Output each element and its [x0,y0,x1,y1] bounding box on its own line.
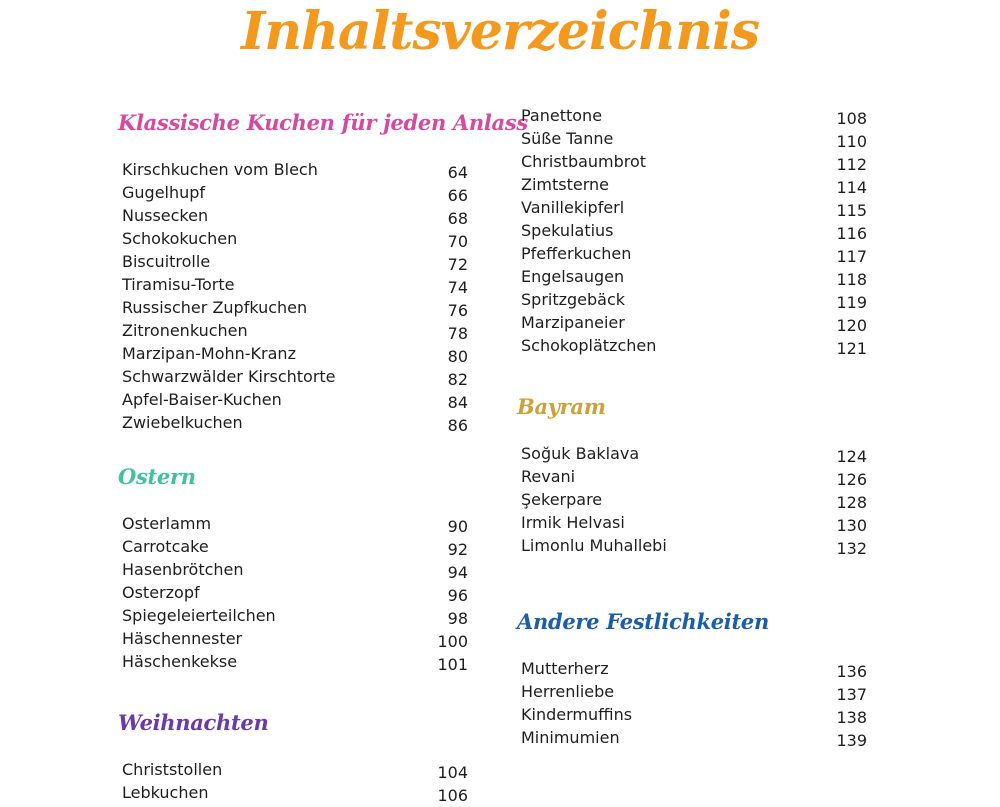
toc-entry-page-number: 112 [836,155,867,174]
toc-entry-marzipaneier [517,311,867,334]
toc-entry-vanillekipferl [517,196,867,219]
toc-entry-name: Panettone [521,106,603,125]
toc-entry-page-number: 84 [447,393,468,412]
toc-entry-name: Irmik Helvasi [521,513,625,532]
toc-entry-lebkuchen [118,781,468,804]
toc-entry-schwarzwalder-kirschtorte [118,365,468,388]
toc-entry-kindermuffins [517,703,867,726]
toc-entry-page-number: 118 [836,270,867,289]
toc-entry-name: Häschenkekse [122,652,238,671]
toc-entry-page-number: 82 [447,370,468,389]
toc-entry-name: Biscuitrolle [122,252,211,271]
toc-section-ostern [118,462,468,673]
toc-entry-page-number: 115 [836,201,867,220]
toc-entry-biscuitrolle [118,250,468,273]
toc-entry-name: Zwiebelkuchen [122,413,243,432]
toc-entry-name: Mutterherz [521,659,609,678]
toc-entry-page-number: 110 [836,132,867,151]
toc-entry-page-number: 92 [447,540,468,559]
toc-entry-name: Spritzgebäck [521,290,626,309]
toc-entry-schokokuchen [118,227,468,250]
toc-entry-name: Marzipaneier [521,313,625,332]
toc-entry-marzipan-mohn-kranz [118,342,468,365]
toc-entry-kirschkuchen-vom-blech [118,158,468,181]
section-heading: Weihnachten [118,710,269,735]
toc-entry-name: Hasenbrötchen [122,560,244,579]
toc-entry-name: Revani [521,467,576,486]
toc-entry-name: Christstollen [122,760,223,779]
section-heading: Klassische Kuchen für jeden Anlass [118,110,528,135]
toc-entry-page-number: 80 [447,347,468,366]
toc-entry-page-number: 136 [836,662,867,681]
toc-entry-name: Kirschkuchen vom Blech [122,160,318,179]
toc-entry-pfefferkuchen [517,242,867,265]
toc-entry-page-number: 108 [836,109,867,128]
toc-section-weihnachten [118,708,468,804]
page-title: Inhaltsverzeichnis [240,1,760,62]
toc-entry-page-number: 114 [836,178,867,197]
toc-entry-panettone [517,104,867,127]
toc-entry-irmik-helvasi [517,511,867,534]
toc-entry-page-number: 94 [447,563,468,582]
toc-entry-name: Apfel-Baiser-Kuchen [122,390,282,409]
section-heading: Ostern [118,464,196,489]
toc-entry-name: Marzipan-Mohn-Kranz [122,344,296,363]
toc-entry-page-number: 116 [836,224,867,243]
toc-entry-name: Minimumien [521,728,620,747]
toc-entry-page-number: 68 [447,209,468,228]
toc-entry-sekerpare [517,488,867,511]
toc-entry-name: Osterlamm [122,514,212,533]
toc-entry-page-number: 70 [447,232,468,251]
toc-entry-su-e-tanne [517,127,867,150]
toc-entry-name: Schwarzwälder Kirschtorte [122,367,336,386]
toc-entry-minimumien [517,726,867,749]
toc-entry-page-number: 100 [437,632,468,651]
toc-entry-page-number: 64 [447,163,468,182]
toc-entry-page-number: 106 [437,786,468,805]
toc-entry-haschenkekse [118,650,468,673]
toc-entry-apfel-baiser-kuchen [118,388,468,411]
toc-entry-name: Russischer Zupfkuchen [122,298,308,317]
toc-entry-name: Engelsaugen [521,267,625,286]
toc-entry-page-number: 96 [447,586,468,605]
toc-entry-zwiebelkuchen [118,411,468,434]
toc-entry-spritzgeback [517,288,867,311]
toc-entry-name: Christbaumbrot [521,152,647,171]
toc-entry-name: Soğuk Baklava [521,444,640,463]
toc-entry-page-number: 76 [447,301,468,320]
toc-entry-page-number: 130 [836,516,867,535]
toc-entry-schokoplatzchen [517,334,867,357]
toc-entry-spekulatius [517,219,867,242]
toc-entry-name: Pfefferkuchen [521,244,632,263]
toc-entry-page-number: 66 [447,186,468,205]
toc-entry-name: Carrotcake [122,537,209,556]
toc-entry-limonlu-muhallebi [517,534,867,557]
toc-entry-page-number: 138 [836,708,867,727]
toc-entry-engelsaugen [517,265,867,288]
toc-entry-page-number: 132 [836,539,867,558]
toc-entry-name: Herrenliebe [521,682,615,701]
toc-entry-herrenliebe [517,680,867,703]
toc-entry-nussecken [118,204,468,227]
toc-entry-name: Osterzopf [122,583,200,602]
toc-entry-revani [517,465,867,488]
toc-entry-mutterherz [517,657,867,680]
toc-entry-name: Şekerpare [521,490,603,509]
toc-entry-page-number: 139 [836,731,867,750]
toc-entry-page-number: 124 [836,447,867,466]
toc-entry-name: Schokokuchen [122,229,238,248]
toc-entry-osterlamm [118,512,468,535]
toc-entry-page-number: 86 [447,416,468,435]
toc-entry-christbaumbrot [517,150,867,173]
section-heading: Andere Festlichkeiten [517,609,769,634]
toc-entry-page-number: 104 [437,763,468,782]
toc-entry-page-number: 121 [836,339,867,358]
toc-entry-haschennester [118,627,468,650]
toc-entry-gugelhupf [118,181,468,204]
toc-entry-page-number: 126 [836,470,867,489]
toc-entry-name: Süße Tanne [521,129,614,148]
toc-entry-hasenbrotchen [118,558,468,581]
toc-section-weihnachten-continued [517,104,867,357]
toc-entry-page-number: 117 [836,247,867,266]
toc-entry-name: Tiramisu-Torte [122,275,235,294]
toc-entry-page-number: 128 [836,493,867,512]
toc-entry-page-number: 90 [447,517,468,536]
toc-entry-spiegeleierteilchen [118,604,468,627]
toc-entry-page-number: 98 [447,609,468,628]
toc-section-bayram [517,392,867,557]
toc-entry-page-number: 119 [836,293,867,312]
toc-section-klassische-kuchen-fur-jeden-anlass [118,108,528,435]
toc-entry-zimtsterne [517,173,867,196]
toc-entry-tiramisu-torte [118,273,468,296]
toc-entry-page-number: 72 [447,255,468,274]
toc-entry-page-number: 78 [447,324,468,343]
toc-entry-page-number: 74 [447,278,468,297]
toc-entry-name: Limonlu Muhallebi [521,536,667,555]
toc-entry-page-number: 137 [836,685,867,704]
toc-entry-carrotcake [118,535,468,558]
toc-entry-zitronenkuchen [118,319,468,342]
section-heading: Bayram [517,394,606,419]
toc-entry-name: Gugelhupf [122,183,206,202]
toc-entry-soguk-baklava [517,442,867,465]
toc-entry-name: Schokoplätzchen [521,336,657,355]
toc-entry-russischer-zupfkuchen [118,296,468,319]
toc-entry-name: Spekulatius [521,221,614,240]
toc-entry-name: Lebkuchen [122,783,209,802]
toc-entry-page-number: 120 [836,316,867,335]
toc-section-andere-festlichkeiten [517,607,867,749]
toc-entry-name: Spiegeleierteilchen [122,606,276,625]
toc-entry-page-number: 101 [437,655,468,674]
toc-entry-name: Vanillekipferl [521,198,625,217]
toc-entry-osterzopf [118,581,468,604]
toc-entry-name: Kindermuffins [521,705,633,724]
toc-entry-christstollen [118,758,468,781]
toc-entry-name: Nussecken [122,206,209,225]
toc-entry-name: Zimtsterne [521,175,609,194]
toc-entry-name: Häschennester [122,629,243,648]
toc-entry-name: Zitronenkuchen [122,321,248,340]
